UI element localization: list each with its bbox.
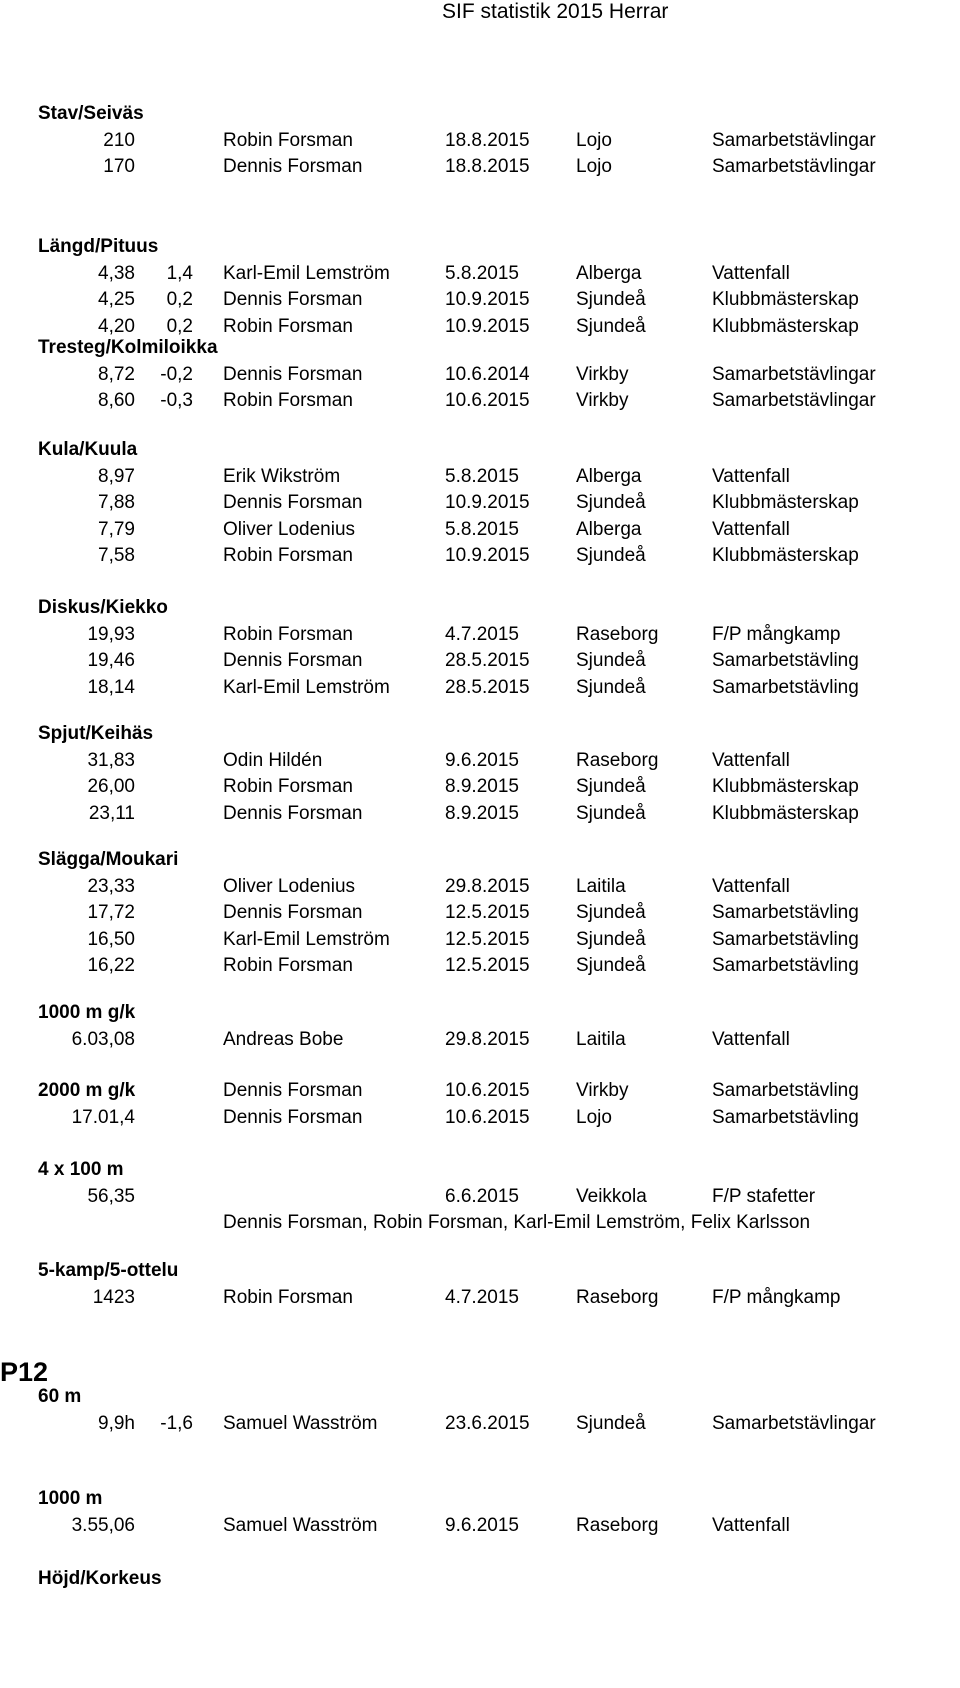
competition-place: Sjundeå bbox=[576, 676, 646, 698]
result-value: 7,58 bbox=[98, 545, 135, 566]
competition-event: Samarbetstävling bbox=[712, 1106, 859, 1128]
wind-value: -1,6 bbox=[160, 1412, 193, 1434]
competition-event: Samarbetstävling bbox=[712, 650, 859, 671]
competition-date: 5.8.2015 bbox=[445, 518, 519, 540]
competition-place: Sjundeå bbox=[576, 776, 646, 797]
competition-date: 28.5.2015 bbox=[445, 650, 530, 671]
competition-event: Samarbetstävlingar bbox=[712, 156, 876, 177]
competition-date: 5.8.2015 bbox=[445, 262, 519, 284]
competition-date: 5.8.2015 bbox=[445, 465, 519, 487]
result-value: 16,22 bbox=[87, 955, 135, 976]
competition-place: Lojo bbox=[576, 129, 612, 151]
result-value: 9,9h bbox=[98, 1412, 135, 1434]
competition-event: Klubbmästerskap bbox=[712, 492, 859, 513]
competition-event: F/P stafetter bbox=[712, 1185, 816, 1207]
competition-date: 12.5.2015 bbox=[445, 902, 530, 923]
section-title: Diskus/Kiekko bbox=[38, 597, 168, 618]
competition-event: Klubbmästerskap bbox=[712, 315, 859, 337]
result-value: 210 bbox=[103, 129, 135, 151]
result-value: 17,72 bbox=[87, 902, 135, 923]
competition-place: Virkby bbox=[576, 363, 629, 385]
competition-date: 29.8.2015 bbox=[445, 875, 530, 897]
result-value: 4,38 bbox=[98, 262, 135, 284]
competition-date: 18.8.2015 bbox=[445, 129, 530, 151]
athlete-name: Oliver Lodenius bbox=[223, 875, 356, 897]
section-title: 1000 m bbox=[38, 1488, 103, 1509]
competition-event: Vattenfall bbox=[712, 262, 790, 284]
result-value: 31,83 bbox=[87, 749, 135, 771]
result-value: 19,46 bbox=[87, 650, 135, 671]
result-value: 6.03,08 bbox=[71, 1028, 135, 1050]
competition-event: Vattenfall bbox=[712, 1514, 790, 1536]
competition-place: Lojo bbox=[576, 1106, 612, 1128]
wind-value: 0,2 bbox=[166, 315, 193, 337]
competition-place: Sjundeå bbox=[576, 1412, 646, 1434]
competition-event: Samarbetstävling bbox=[712, 955, 859, 976]
athlete-name: Robin Forsman bbox=[223, 1286, 353, 1308]
competition-place: Sjundeå bbox=[576, 545, 646, 566]
competition-date: 23.6.2015 bbox=[445, 1412, 530, 1434]
competition-date: 10.6.2015 bbox=[445, 390, 530, 411]
competition-event: Samarbetstävlingar bbox=[712, 1412, 876, 1434]
competition-date: 6.6.2015 bbox=[445, 1185, 519, 1207]
athlete-name: Robin Forsman bbox=[223, 623, 353, 645]
result-value: 23,11 bbox=[88, 802, 135, 824]
competition-event: Samarbetstävlingar bbox=[712, 363, 876, 385]
section-title: 4 x 100 m bbox=[38, 1159, 124, 1180]
athlete-name: Robin Forsman bbox=[223, 129, 353, 151]
competition-event: Klubbmästerskap bbox=[712, 545, 859, 566]
competition-event: F/P mångkamp bbox=[712, 623, 841, 645]
athlete-name: Robin Forsman bbox=[223, 390, 353, 411]
competition-date: 10.6.2015 bbox=[445, 1106, 530, 1128]
result-value: 19,93 bbox=[87, 623, 135, 645]
result-value: 4,20 bbox=[98, 315, 135, 337]
competition-place: Raseborg bbox=[576, 1514, 659, 1536]
athlete-name: Robin Forsman bbox=[223, 776, 353, 797]
competition-date: 18.8.2015 bbox=[445, 156, 530, 177]
competition-event: Samarbetstävlingar bbox=[712, 129, 876, 151]
competition-date: 12.5.2015 bbox=[445, 928, 530, 950]
competition-event: Vattenfall bbox=[712, 875, 790, 897]
athlete-name: Dennis Forsman bbox=[223, 1080, 363, 1101]
athlete-name: Karl-Emil Lemström bbox=[223, 928, 390, 950]
competition-place: Sjundeå bbox=[576, 650, 646, 671]
competition-place: Virkby bbox=[576, 1080, 629, 1101]
section-title: Stav/Seiväs bbox=[38, 103, 144, 124]
competition-date: 10.9.2015 bbox=[445, 315, 530, 337]
section-title: Tresteg/Kolmiloikka bbox=[38, 337, 218, 358]
competition-date: 12.5.2015 bbox=[445, 955, 530, 976]
competition-place: Sjundeå bbox=[576, 492, 646, 513]
competition-event: Klubbmästerskap bbox=[712, 289, 859, 310]
competition-place: Sjundeå bbox=[576, 928, 646, 950]
competition-event: Samarbetstävling bbox=[712, 928, 859, 950]
result-value: 56,35 bbox=[87, 1185, 135, 1207]
competition-place: Raseborg bbox=[576, 749, 659, 771]
competition-place: Raseborg bbox=[576, 623, 659, 645]
athlete-name: Dennis Forsman bbox=[223, 363, 363, 385]
section-title: Längd/Pituus bbox=[38, 236, 159, 257]
competition-place: Sjundeå bbox=[576, 315, 646, 337]
competition-event: Vattenfall bbox=[712, 518, 790, 540]
competition-event: Samarbetstävling bbox=[712, 676, 859, 698]
competition-event: Vattenfall bbox=[712, 1028, 790, 1050]
competition-date: 8.9.2015 bbox=[445, 802, 519, 824]
competition-date: 9.6.2015 bbox=[445, 1514, 519, 1536]
result-value: 1423 bbox=[92, 1286, 135, 1308]
athlete-name: Karl-Emil Lemström bbox=[223, 262, 390, 284]
result-value: 17.01,4 bbox=[71, 1106, 135, 1128]
result-value: 26,00 bbox=[87, 776, 135, 797]
athlete-name: Robin Forsman bbox=[223, 955, 353, 976]
section-title: 1000 m g/k bbox=[38, 1002, 136, 1023]
competition-place: Laitila bbox=[576, 875, 626, 897]
athlete-name: Dennis Forsman bbox=[223, 156, 363, 177]
competition-date: 28.5.2015 bbox=[445, 676, 530, 698]
competition-date: 10.6.2015 bbox=[445, 1080, 530, 1101]
wind-value: 1,4 bbox=[166, 262, 193, 284]
athlete-name: Dennis Forsman bbox=[223, 902, 363, 923]
competition-event: F/P mångkamp bbox=[712, 1286, 841, 1308]
competition-event: Klubbmästerskap bbox=[712, 802, 859, 824]
athlete-name: Odin Hildén bbox=[223, 749, 323, 771]
result-value: 8,72 bbox=[98, 363, 135, 385]
athlete-name: Dennis Forsman bbox=[223, 650, 363, 671]
competition-event: Samarbetstävling bbox=[712, 902, 859, 923]
athlete-name: Dennis Forsman bbox=[223, 1106, 363, 1128]
competition-place: Sjundeå bbox=[576, 955, 646, 976]
section-title: 2000 m g/k bbox=[38, 1080, 136, 1101]
section-title: Slägga/Moukari bbox=[38, 849, 179, 870]
competition-event: Samarbetstävlingar bbox=[712, 390, 876, 411]
result-value: 8,97 bbox=[98, 465, 135, 487]
athlete-name: Dennis Forsman bbox=[223, 802, 363, 824]
competition-place: Alberga bbox=[576, 262, 642, 284]
athlete-name: Samuel Wasström bbox=[223, 1412, 378, 1434]
athlete-name: Erik Wikström bbox=[223, 465, 341, 487]
competition-place: Veikkola bbox=[576, 1185, 647, 1207]
competition-event: Vattenfall bbox=[712, 749, 790, 771]
competition-date: 10.9.2015 bbox=[445, 289, 530, 310]
athlete-name: Karl-Emil Lemström bbox=[223, 676, 390, 698]
competition-place: Lojo bbox=[576, 156, 612, 177]
result-value: 7,88 bbox=[98, 492, 135, 513]
result-value: 4,25 bbox=[98, 289, 135, 310]
result-value: 16,50 bbox=[87, 928, 135, 950]
competition-date: 10.9.2015 bbox=[445, 492, 530, 513]
competition-date: 10.9.2015 bbox=[445, 545, 530, 566]
section-title: Höjd/Korkeus bbox=[38, 1568, 162, 1589]
competition-date: 4.7.2015 bbox=[445, 623, 519, 645]
page-title: SIF statistik 2015 Herrar bbox=[442, 0, 669, 23]
athlete-name: Robin Forsman bbox=[223, 315, 353, 337]
competition-place: Raseborg bbox=[576, 1286, 659, 1308]
competition-date: 29.8.2015 bbox=[445, 1028, 530, 1050]
section-title: Kula/Kuula bbox=[38, 439, 138, 460]
athlete-name: Dennis Forsman bbox=[223, 492, 363, 513]
section-title: Spjut/Keihäs bbox=[38, 723, 154, 744]
competition-place: Sjundeå bbox=[576, 802, 646, 824]
competition-place: Alberga bbox=[576, 518, 642, 540]
result-value: 3.55,06 bbox=[71, 1514, 135, 1536]
result-value: 8,60 bbox=[98, 390, 135, 411]
competition-date: 8.9.2015 bbox=[445, 776, 519, 797]
competition-place: Virkby bbox=[576, 390, 629, 411]
wind-value: -0,2 bbox=[160, 363, 193, 385]
competition-date: 10.6.2014 bbox=[445, 363, 530, 385]
competition-date: 4.7.2015 bbox=[445, 1286, 519, 1308]
result-value: 170 bbox=[103, 156, 135, 177]
result-value: 23,33 bbox=[87, 875, 135, 897]
competition-place: Alberga bbox=[576, 465, 642, 487]
wind-value: -0,3 bbox=[160, 390, 193, 411]
result-value: 18,14 bbox=[87, 676, 135, 698]
age-group-title: P12 bbox=[0, 1357, 49, 1387]
competition-place: Sjundeå bbox=[576, 289, 646, 310]
competition-place: Laitila bbox=[576, 1028, 626, 1050]
wind-value: 0,2 bbox=[166, 289, 193, 310]
athlete-name: Samuel Wasström bbox=[223, 1514, 378, 1536]
competition-event: Samarbetstävling bbox=[712, 1080, 859, 1101]
athlete-name: Robin Forsman bbox=[223, 545, 353, 566]
competition-place: Sjundeå bbox=[576, 902, 646, 923]
competition-event: Vattenfall bbox=[712, 465, 790, 487]
section-title: 60 m bbox=[38, 1386, 82, 1407]
competition-event: Klubbmästerskap bbox=[712, 776, 859, 797]
competition-date: 9.6.2015 bbox=[445, 749, 519, 771]
athlete-name: Andreas Bobe bbox=[223, 1028, 344, 1050]
relay-team-members: Dennis Forsman, Robin Forsman, Karl-Emil Lemström, Felix Karlsson bbox=[223, 1212, 811, 1233]
athlete-name: Dennis Forsman bbox=[223, 289, 363, 310]
section-title: 5-kamp/5-ottelu bbox=[38, 1260, 179, 1281]
result-value: 7,79 bbox=[98, 518, 135, 540]
athlete-name: Oliver Lodenius bbox=[223, 518, 356, 540]
